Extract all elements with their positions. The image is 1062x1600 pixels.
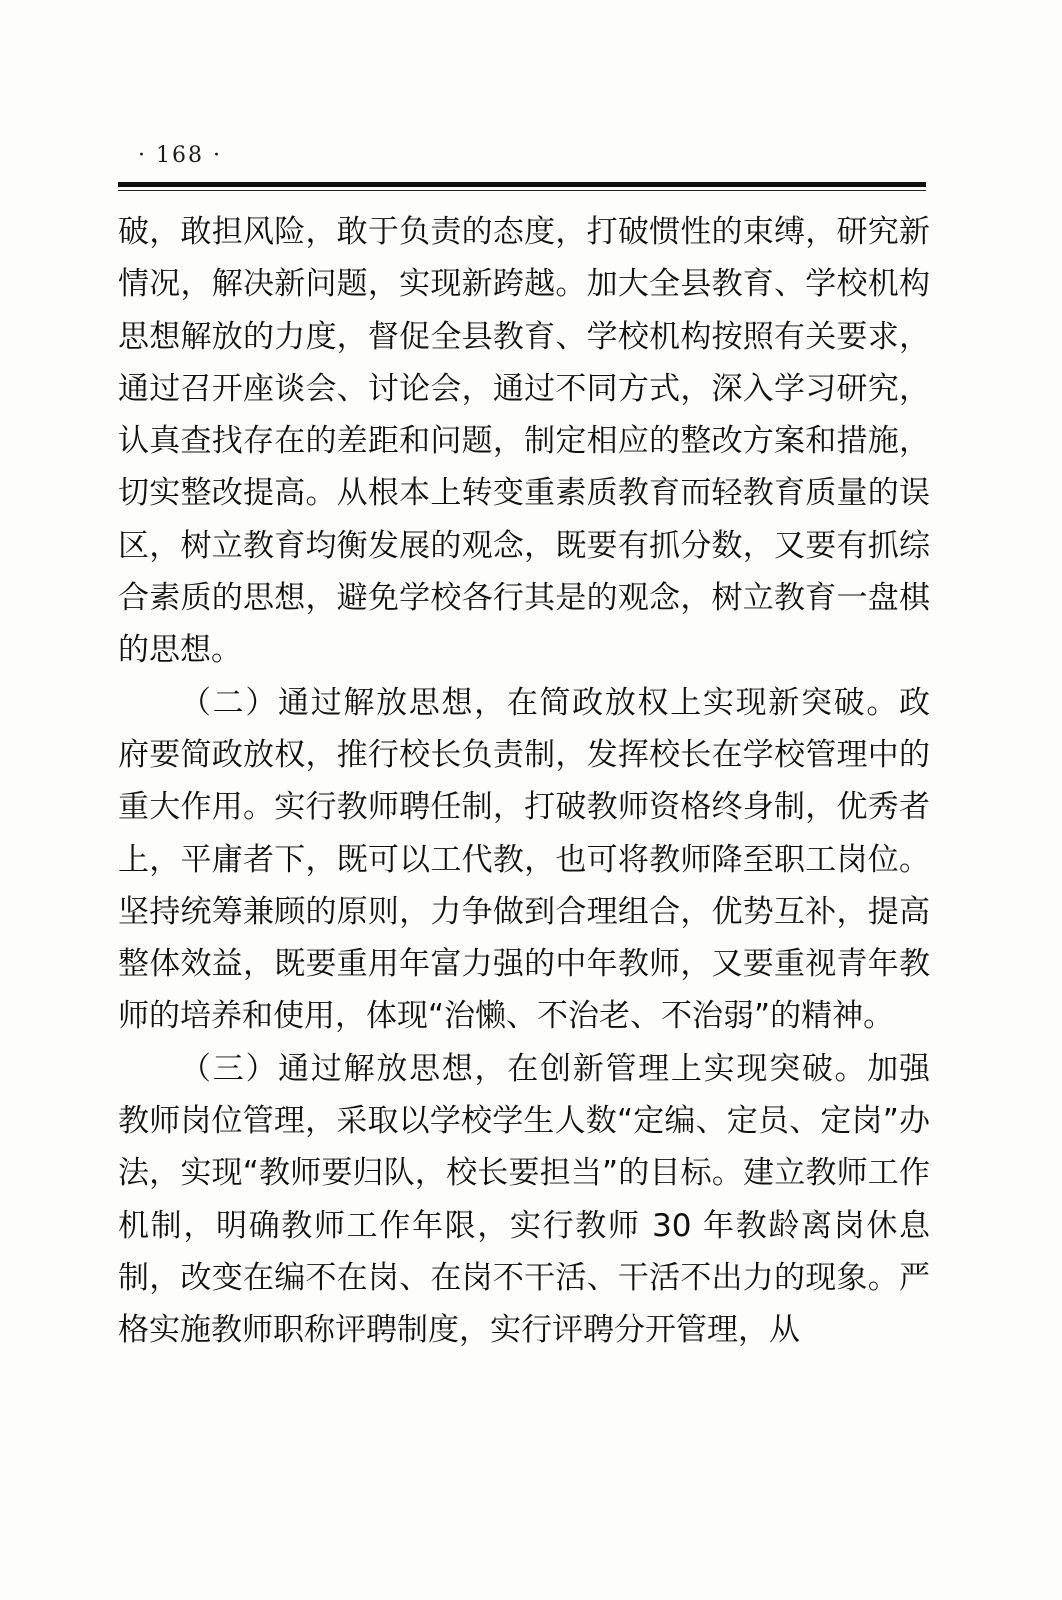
paragraph-3-text: 加强教师岗位管理，采取以学校学生人数“定编、定员、定岗”办法，实现“教师要归队，校长要担当”的目标。建立教师工作机制，明确教师工作年限，实行教师 30 年教龄离岗休息制，改变在编不在岗、在岗不干活、干活不出力的现象。严格实施教师职称评聘制度，实行评聘分开管理，从 [118, 1050, 931, 1349]
paragraph-1 [118, 206, 930, 677]
page-number: · 168 · [138, 143, 222, 168]
header-rule-thin [118, 190, 926, 191]
paragraph-2-text: 政府要简政放权，推行校长负责制，发挥校长在学校管理中的重大作用。实行教师聘任制，打破教师资格终身制，优秀者上，平庸者下，既可以工代教，也可将教师降至职工岗位。坚持统筹兼顾的原则，力争做到合理组合，优势互补，提高整体效益，既要重用年富力强的中年教师，又要重视青年教师的培养和使用，体现“治懒、不治老、不治弱”的精神。 [118, 684, 930, 1035]
paragraph-3-heading: （三）通过解放思想，在创新管理上实现突破。 [180, 1050, 868, 1087]
paragraph-2-heading: （二）通过解放思想，在简政放权上实现新突破。 [180, 684, 899, 721]
paragraph-3 [118, 1043, 930, 1357]
paragraph-1-text: 破，敢担风险，敢于负责的态度，打破惯性的束缚，研究新情况，解决新问题，实现新跨越。加大全县教育、学校机构思想解放的力度，督促全县教育、学校机构按照有关要求，通过召开座谈会、讨论会，通过不同方式，深入学习研究，认真查找存在的差距和问题，制定相应的整改方案和措施，切实整改提高。从根本上转变重素质教育而轻教育质量的误区，树立教育均衡发展的观念，既要有抓分数，又要有抓综合素质的思想，避免学校各行其是的观念，树立教育一盘棋的思想。 [118, 214, 930, 669]
body-text [118, 206, 930, 1357]
header-rule-thick [118, 182, 926, 187]
paragraph-2 [118, 677, 930, 1043]
